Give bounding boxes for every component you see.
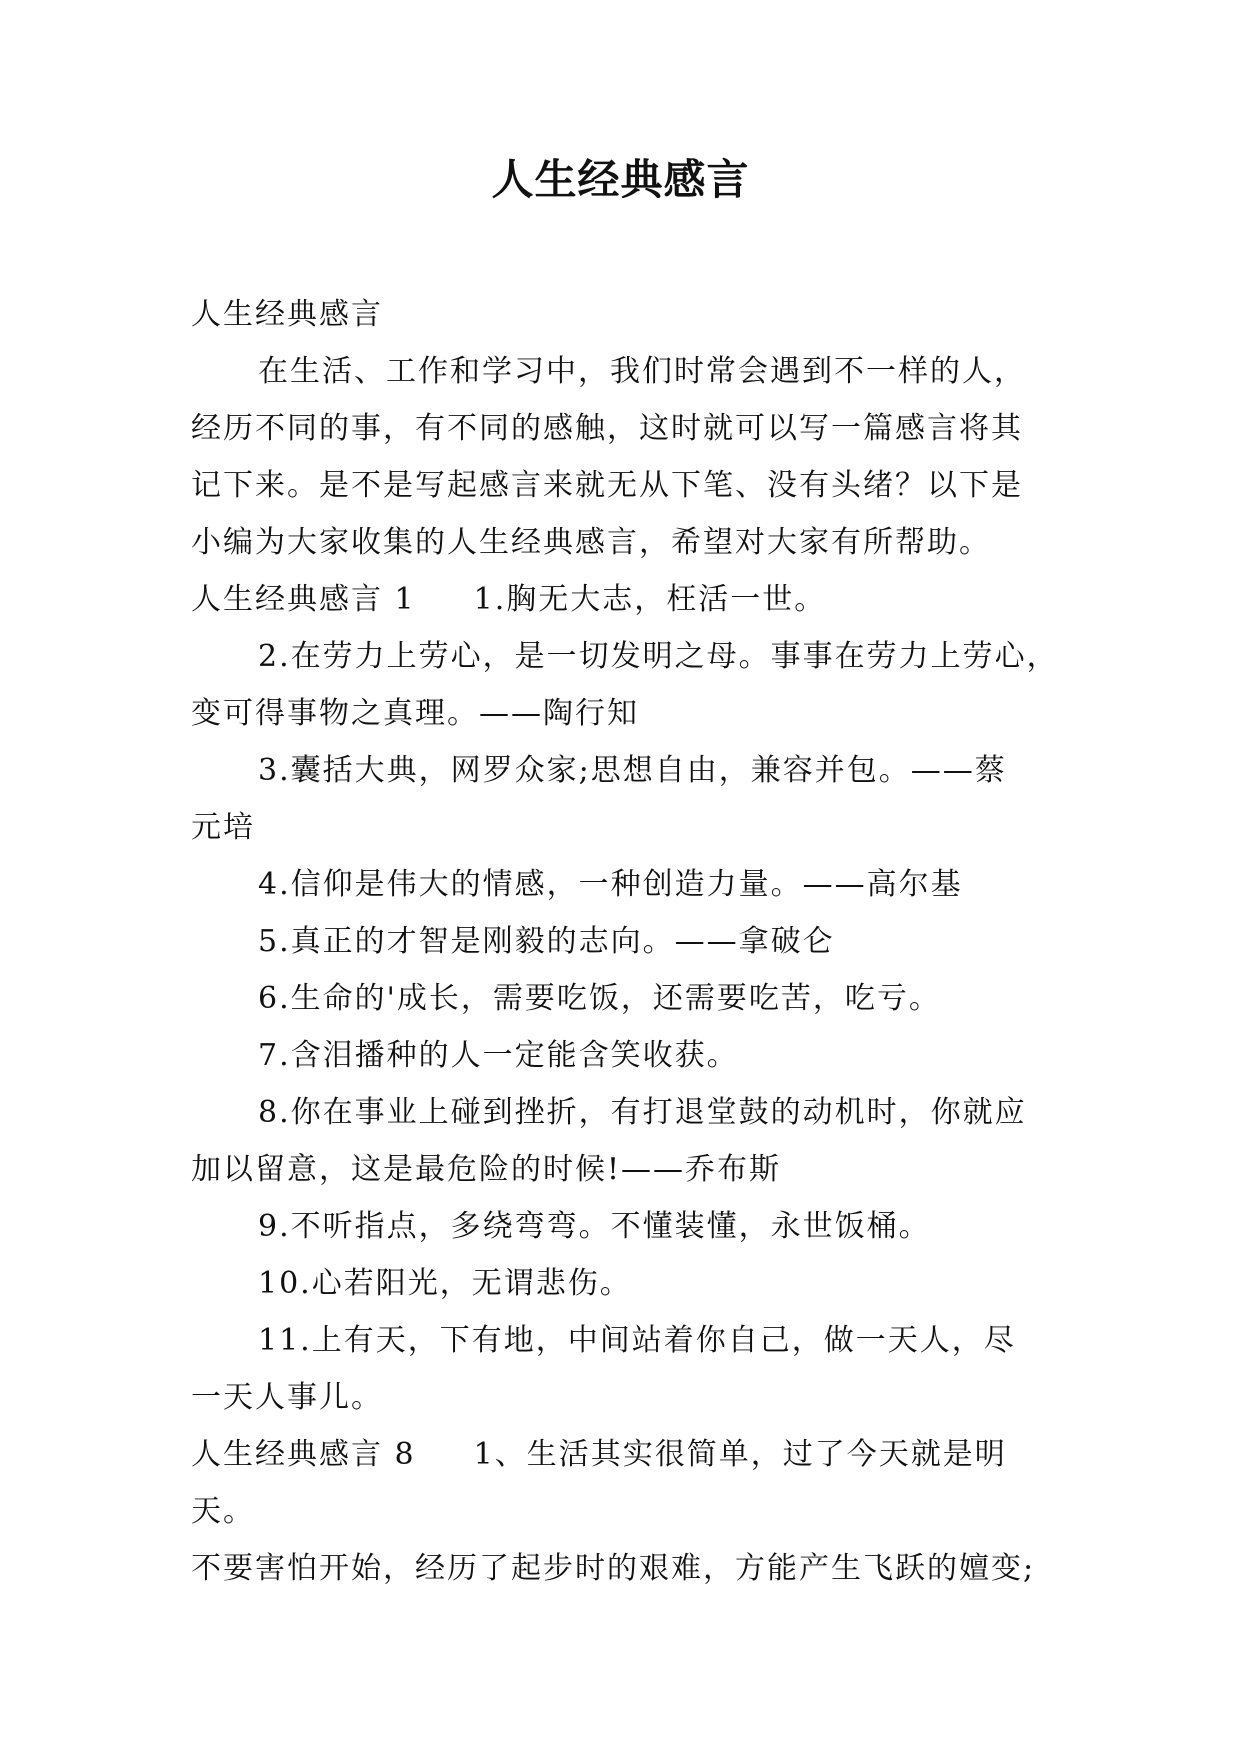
- quote-item-2-line-2: 变可得事物之真理。——陶行知: [191, 696, 639, 731]
- intro-line-3: 记下来。是不是写起感言来就无从下笔、没有头绪？以下是: [191, 468, 1023, 503]
- quote-item-7: 7.含泪播种的人一定能含笑收获。: [258, 1038, 739, 1073]
- page-title: 人生经典感言: [491, 155, 750, 204]
- quote-item-3-line-2: 元培: [191, 810, 255, 845]
- intro-line-4: 小编为大家收集的人生经典感言，希望对大家有所帮助。: [191, 525, 991, 560]
- quote-item-11-line-2: 一天人事儿。: [191, 1380, 383, 1415]
- quote-item-10: 10.心若阳光，无谓悲伤。: [258, 1266, 632, 1301]
- section-2-first-item: 1、生活其实很简单，过了今天就是明天。: [191, 1437, 1007, 1529]
- quote-item-4: 4.信仰是伟大的情感，一种创造力量。——高尔基: [258, 867, 963, 902]
- intro-line-1: 在生活、工作和学习中，我们时常会遇到不一样的人，: [258, 354, 1026, 389]
- section-1-heading: 人生经典感言 1: [191, 582, 416, 617]
- quote-item-5: 5.真正的才智是刚毅的志向。——拿破仑: [258, 924, 835, 959]
- quote-item-11-line-1: 11.上有天，下有地，中间站着你自己，做一天人，尽: [258, 1323, 1016, 1358]
- quote-item-8-line-1: 8.你在事业上碰到挫折，有打退堂鼓的动机时，你就应: [258, 1095, 1027, 1130]
- quote-item-2-line-1: 2.在劳力上劳心，是一切发明之母。事事在劳力上劳心，: [258, 639, 1059, 674]
- section-1-heading-line: [191, 571, 1061, 628]
- intro-line-2: 经历不同的事，有不同的感触，这时就可以写一篇感言将其: [191, 411, 1023, 446]
- document-body: [191, 286, 1061, 1597]
- quote-item-8-line-2: 加以留意，这是最危险的时候!——乔布斯: [191, 1152, 782, 1187]
- quote-item-9: 9.不听指点，多绕弯弯。不懂装懂，永世饭桶。: [258, 1209, 931, 1244]
- quote-item-3-line-1: 3.囊括大典，网罗众家;思想自由，兼容并包。——蔡: [258, 753, 1007, 788]
- section-2-heading-line: [191, 1426, 1061, 1540]
- quote-item-6: 6.生命的'成长，需要吃饭，还需要吃苦，吃亏。: [258, 981, 941, 1016]
- section-2-continuation: 不要害怕开始，经历了起步时的艰难，方能产生飞跃的嬗变;: [191, 1551, 1036, 1586]
- section-1-first-item: 1.胸无大志，枉活一世。: [473, 582, 827, 617]
- section-2-heading: 人生经典感言 8: [191, 1437, 416, 1472]
- document-subtitle: 人生经典感言: [191, 297, 383, 332]
